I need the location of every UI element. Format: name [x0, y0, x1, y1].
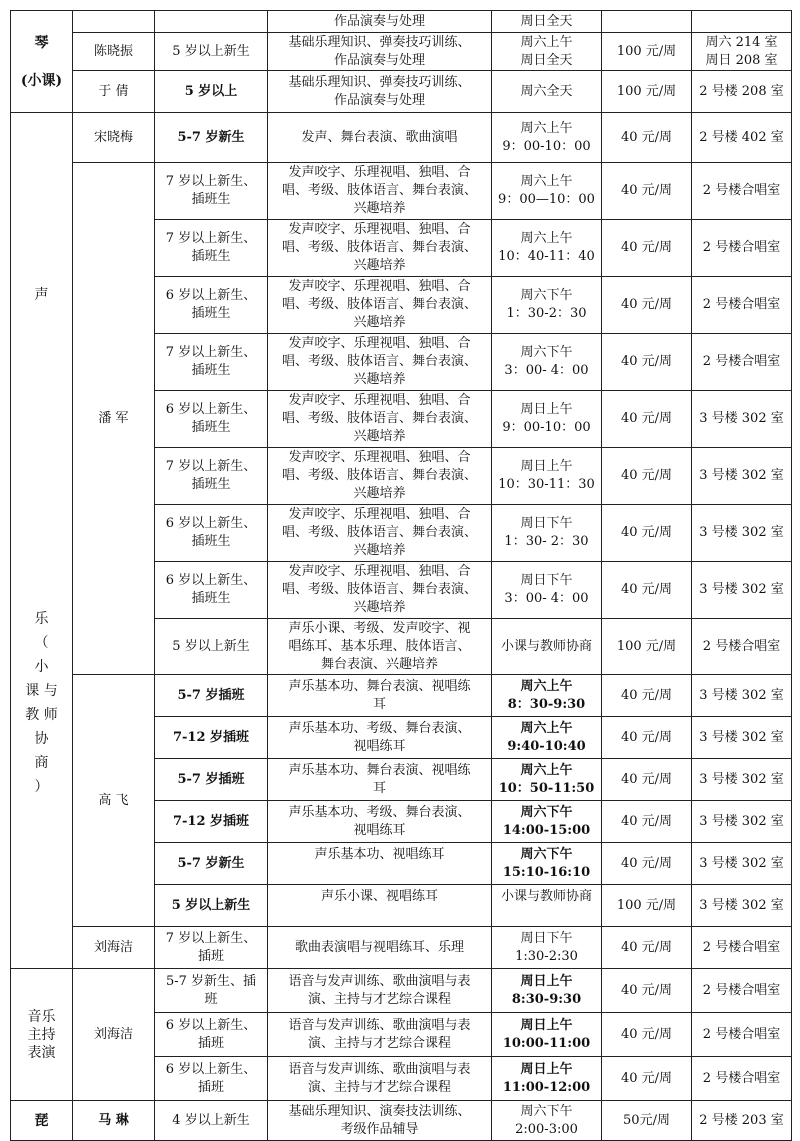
content-cell: 声乐基本功、视唱练耳 — [268, 843, 492, 885]
fee-cell: 40 元/周 — [602, 562, 692, 619]
teacher-cell: 刘海洁 — [73, 927, 155, 969]
category-pipa: 琵 — [11, 1101, 73, 1141]
time-cell: 周日上午 9：00-10：00 — [492, 391, 602, 448]
table-row — [11, 163, 792, 220]
time-cell: 周日上午 10:00-11:00 — [492, 1013, 602, 1057]
fee-cell: 40 元/周 — [602, 1013, 692, 1057]
level-cell: 5-7 岁新生、插 班 — [155, 969, 268, 1013]
room-cell: 2 号楼合唱室 — [692, 969, 792, 1013]
level-cell: 5-7 岁新生 — [155, 843, 268, 885]
level-cell: 5 岁以上新生 — [155, 33, 268, 71]
content-cell: 声乐基本功、考级、舞台表演、 视唱练耳 — [268, 801, 492, 843]
room-cell: 2 号楼合唱室 — [692, 619, 792, 675]
teacher-cell-gaofei: 高 飞 — [73, 675, 155, 927]
level-cell: 6 岁以上新生、 插班生 — [155, 562, 268, 619]
content-cell: 语音与发声训练、歌曲演唱与表 演、主持与才艺综合课程 — [268, 969, 492, 1013]
time-cell: 周六下午 1：30-2：30 — [492, 277, 602, 334]
teacher-cell: 于 倩 — [73, 71, 155, 113]
room-cell: 2 号楼合唱室 — [692, 163, 792, 220]
room-cell: 3 号楼 302 室 — [692, 675, 792, 717]
level-cell: 7-12 岁插班 — [155, 801, 268, 843]
content-cell: 基础乐理知识、演奏技法训练、 考级作品辅导 — [268, 1101, 492, 1141]
content-cell: 语音与发声训练、歌曲演唱与表 演、主持与才艺综合课程 — [268, 1057, 492, 1101]
level-cell: 6 岁以上新生、 插班生 — [155, 277, 268, 334]
content-cell: 声乐小课、视唱练耳 — [268, 885, 492, 927]
time-cell: 周六上午 10：40-11：40 — [492, 220, 602, 277]
time-cell: 周六上午 9：00-10：00 — [492, 113, 602, 163]
time-cell: 周六下午 14:00-15:00 — [492, 801, 602, 843]
table-row — [11, 1101, 792, 1141]
time-cell: 周六上午 9:40-10:40 — [492, 717, 602, 759]
time-cell: 周六下午 3：00- 4：00 — [492, 334, 602, 391]
time-cell: 周日上午 8:30-9:30 — [492, 969, 602, 1013]
time-cell: 周日下午 3：00- 4：00 — [492, 562, 602, 619]
level-cell: 5 岁以上新生 — [155, 619, 268, 675]
content-cell: 语音与发声训练、歌曲演唱与表 演、主持与才艺综合课程 — [268, 1013, 492, 1057]
category-qin: 琴 (小课) — [11, 11, 73, 113]
content-cell: 声乐基本功、舞台表演、视唱练 耳 — [268, 675, 492, 717]
content-cell: 发声咬字、乐理视唱、独唱、合 唱、考级、肢体语言、舞台表演、 兴趣培养 — [268, 562, 492, 619]
fee-cell: 40 元/周 — [602, 334, 692, 391]
fee-cell: 40 元/周 — [602, 927, 692, 969]
content-cell: 发声咬字、乐理视唱、独唱、合 唱、考级、肢体语言、舞台表演、 兴趣培养 — [268, 220, 492, 277]
table-row — [11, 969, 792, 1013]
level-cell: 7 岁以上新生、 插班生 — [155, 163, 268, 220]
level-cell: 6 岁以上新生、 插班 — [155, 1057, 268, 1101]
content-cell: 发声咬字、乐理视唱、独唱、合 唱、考级、肢体语言、舞台表演、 兴趣培养 — [268, 277, 492, 334]
level-cell: 5-7 岁插班 — [155, 675, 268, 717]
content-cell: 声乐基本功、舞台表演、视唱练 耳 — [268, 759, 492, 801]
teacher-cell: 马 琳 — [73, 1101, 155, 1141]
level-cell: 7 岁以上新生、 插班生 — [155, 448, 268, 505]
table-row — [11, 113, 792, 163]
content-cell: 发声、舞台表演、歌曲演唱 — [268, 113, 492, 163]
time-cell: 周日上午 11:00-12:00 — [492, 1057, 602, 1101]
content-cell: 声乐基本功、考级、舞台表演、 视唱练耳 — [268, 717, 492, 759]
fee-cell: 100 元/周 — [602, 33, 692, 71]
time-cell: 小课与教师协商 — [492, 885, 602, 927]
fee-cell: 40 元/周 — [602, 448, 692, 505]
teacher-cell: 宋晓梅 — [73, 113, 155, 163]
room-cell: 2 号楼 208 室 — [692, 71, 792, 113]
level-cell: 7 岁以上新生、 插班生 — [155, 334, 268, 391]
room-cell: 2 号楼 203 室 — [692, 1101, 792, 1141]
table-row — [11, 33, 792, 71]
content-cell: 歌曲表演唱与视唱练耳、乐理 — [268, 927, 492, 969]
table-row — [11, 927, 792, 969]
level-cell: 7-12 岁插班 — [155, 717, 268, 759]
time-cell: 周六全天 — [492, 71, 602, 113]
time-cell: 周六上午 8：30-9:30 — [492, 675, 602, 717]
fee-cell: 50元/周 — [602, 1101, 692, 1141]
content-cell: 发声咬字、乐理视唱、独唱、合 唱、考级、肢体语言、舞台表演、 兴趣培养 — [268, 505, 492, 562]
level-cell: 6 岁以上新生、 插班 — [155, 1013, 268, 1057]
fee-cell: 40 元/周 — [602, 391, 692, 448]
time-cell: 周日上午 10：30-11：30 — [492, 448, 602, 505]
fee-cell: 40 元/周 — [602, 969, 692, 1013]
room-cell: 3 号楼 302 室 — [692, 717, 792, 759]
fee-cell: 40 元/周 — [602, 220, 692, 277]
fee-cell: 40 元/周 — [602, 1057, 692, 1101]
content-cell: 声乐小课、考级、发声咬字、视 唱练耳、基本乐理、肢体语言、 舞台表演、兴趣培养 — [268, 619, 492, 675]
room-cell: 2 号楼合唱室 — [692, 277, 792, 334]
time-cell: 周六上午 周日全天 — [492, 33, 602, 71]
room-cell: 2 号楼 402 室 — [692, 113, 792, 163]
content-cell: 发声咬字、乐理视唱、独唱、合 唱、考级、肢体语言、舞台表演、 兴趣培养 — [268, 391, 492, 448]
level-cell: 5 岁以上 — [155, 71, 268, 113]
room-cell: 3 号楼 302 室 — [692, 801, 792, 843]
category-vocal: 声 乐 （ 小 课 与 教 师 协 商 ） — [11, 113, 73, 969]
table-row — [11, 11, 792, 33]
fee-cell: 100 元/周 — [602, 885, 692, 927]
fee-cell: 40 元/周 — [602, 277, 692, 334]
time-cell: 周六下午 15:10-16:10 — [492, 843, 602, 885]
teacher-cell: 刘海洁 — [73, 969, 155, 1101]
room-cell: 周六 214 室 周日 208 室 — [692, 33, 792, 71]
level-cell: 5 岁以上新生 — [155, 885, 268, 927]
fee-cell: 40 元/周 — [602, 675, 692, 717]
time-cell: 周六上午 10：50-11:50 — [492, 759, 602, 801]
content-cell: 基础乐理知识、弹奏技巧训练、 作品演奏与处理 — [268, 33, 492, 71]
room-cell: 3 号楼 302 室 — [692, 505, 792, 562]
room-cell: 2 号楼合唱室 — [692, 927, 792, 969]
room-cell: 2 号楼合唱室 — [692, 334, 792, 391]
course-schedule-table — [10, 10, 792, 1141]
teacher-cell: 陈晓振 — [73, 33, 155, 71]
content-cell: 基础乐理知识、弹奏技巧训练、 作品演奏与处理 — [268, 71, 492, 113]
level-cell: 7 岁以上新生、 插班 — [155, 927, 268, 969]
room-cell: 3 号楼 302 室 — [692, 562, 792, 619]
time-cell: 周日全天 — [492, 11, 602, 33]
room-cell: 2 号楼合唱室 — [692, 220, 792, 277]
fee-cell: 40 元/周 — [602, 505, 692, 562]
fee-cell: 40 元/周 — [602, 759, 692, 801]
content-cell: 发声咬字、乐理视唱、独唱、合 唱、考级、肢体语言、舞台表演、 兴趣培养 — [268, 334, 492, 391]
fee-cell: 40 元/周 — [602, 717, 692, 759]
level-cell: 6 岁以上新生、 插班生 — [155, 391, 268, 448]
fee-cell: 40 元/周 — [602, 801, 692, 843]
fee-cell: 100 元/周 — [602, 71, 692, 113]
room-cell: 3 号楼 302 室 — [692, 843, 792, 885]
level-cell: 4 岁以上新生 — [155, 1101, 268, 1141]
fee-cell: 40 元/周 — [602, 113, 692, 163]
content-cell: 发声咬字、乐理视唱、独唱、合 唱、考级、肢体语言、舞台表演、 兴趣培养 — [268, 448, 492, 505]
room-cell: 3 号楼 302 室 — [692, 759, 792, 801]
category-music-host: 音乐 主持 表演 — [11, 969, 73, 1101]
time-cell: 周六上午 9：00—10：00 — [492, 163, 602, 220]
table-row — [11, 675, 792, 717]
time-cell: 周日下午 1：30- 2：30 — [492, 505, 602, 562]
time-cell: 周日下午 1:30-2:30 — [492, 927, 602, 969]
room-cell: 3 号楼 302 室 — [692, 885, 792, 927]
fee-cell: 40 元/周 — [602, 163, 692, 220]
time-cell: 周六下午 2:00-3:00 — [492, 1101, 602, 1141]
teacher-cell-panjun: 潘 军 — [73, 163, 155, 675]
room-cell: 3 号楼 302 室 — [692, 448, 792, 505]
table-row — [11, 71, 792, 113]
time-cell: 小课与教师协商 — [492, 619, 602, 675]
content-cell: 作品演奏与处理 — [268, 11, 492, 33]
content-cell: 发声咬字、乐理视唱、独唱、合 唱、考级、肢体语言、舞台表演、 兴趣培养 — [268, 163, 492, 220]
fee-cell: 40 元/周 — [602, 843, 692, 885]
level-cell: 7 岁以上新生、 插班生 — [155, 220, 268, 277]
room-cell: 2 号楼合唱室 — [692, 1013, 792, 1057]
fee-cell: 100 元/周 — [602, 619, 692, 675]
level-cell: 6 岁以上新生、 插班生 — [155, 505, 268, 562]
level-cell: 5-7 岁新生 — [155, 113, 268, 163]
level-cell: 5-7 岁插班 — [155, 759, 268, 801]
room-cell: 2 号楼合唱室 — [692, 1057, 792, 1101]
room-cell: 3 号楼 302 室 — [692, 391, 792, 448]
